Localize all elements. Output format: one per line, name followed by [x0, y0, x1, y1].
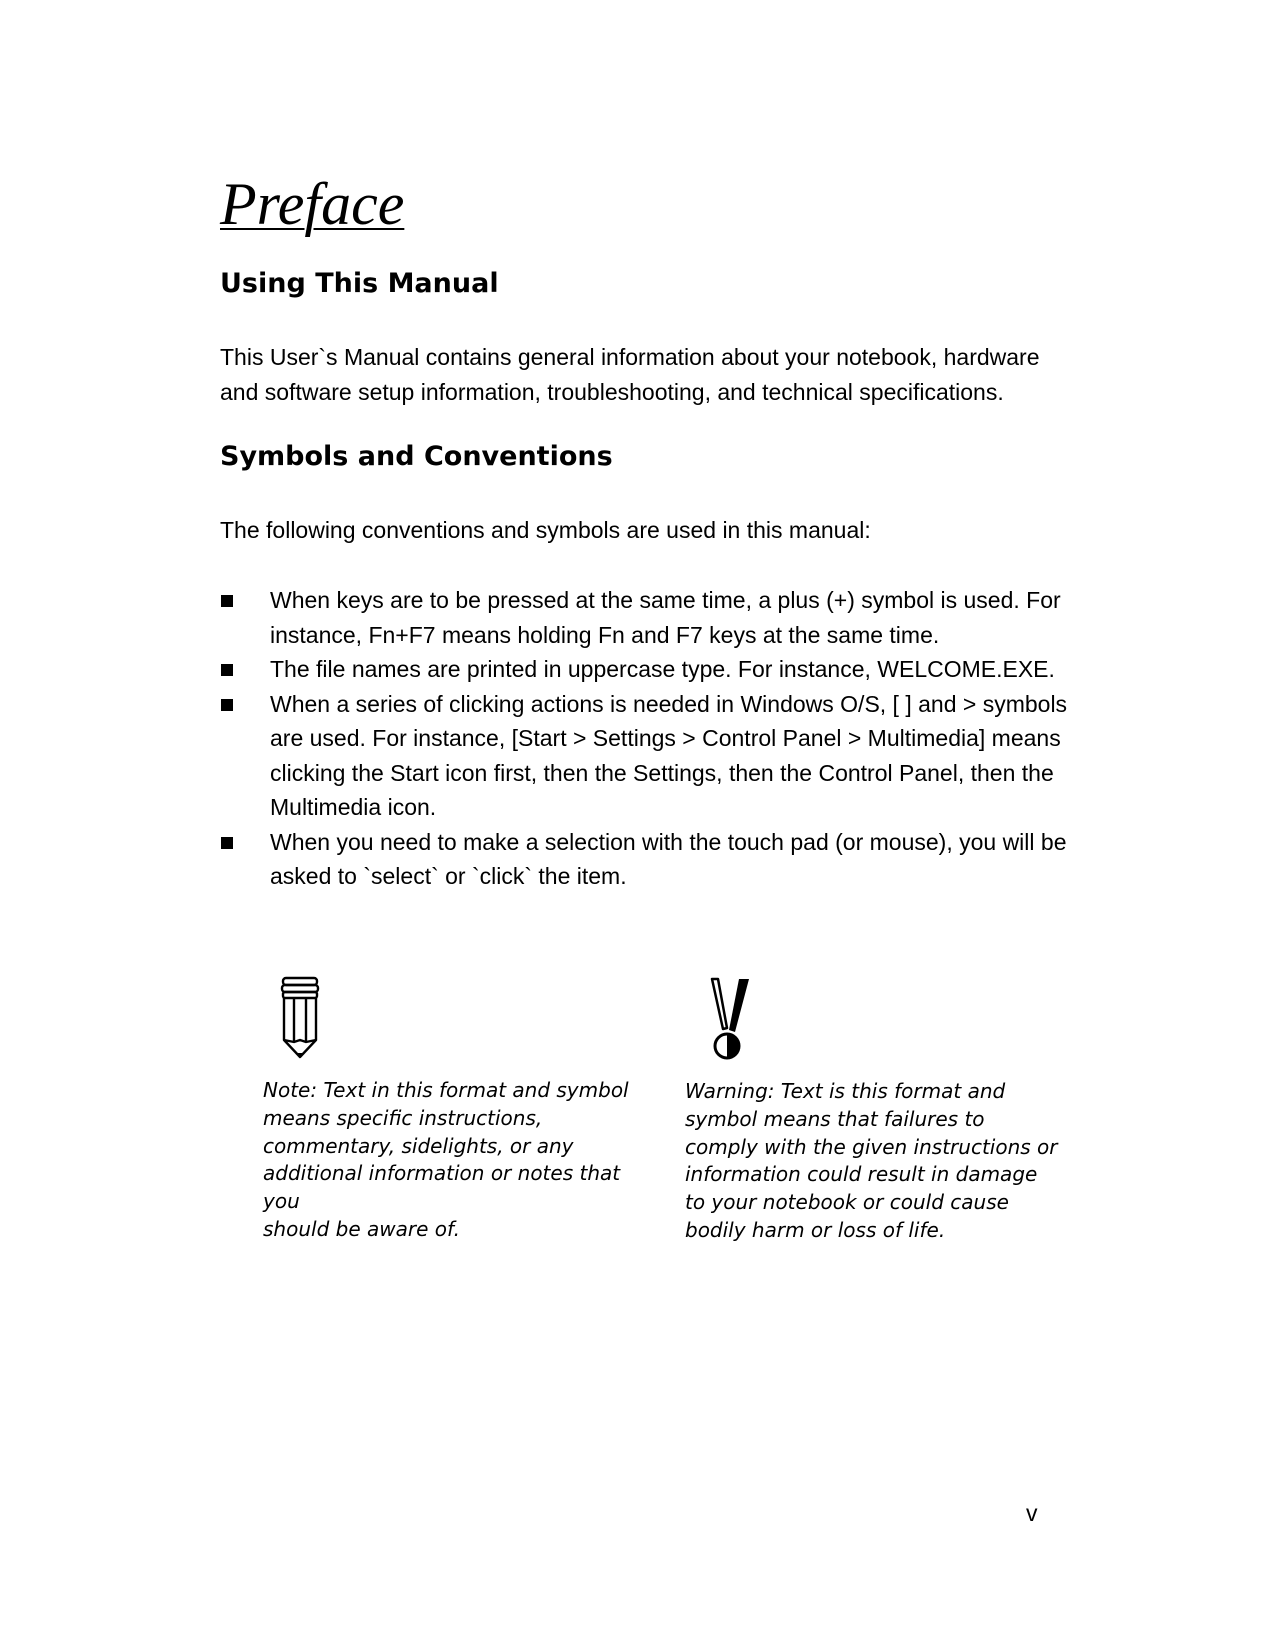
square-bullet-icon: [221, 664, 233, 676]
list-item-text: When a series of clicking actions is needed in Windows O/S, [ ] and > symbols are used. For instance, [Start > Settings > Control Panel > Multimedia] means clicking the Start icon first, then the Settings, then the Control Panel, then the Multimedia icon.: [270, 690, 1068, 820]
list-item-text: When keys are to be pressed at the same time, a plus (+) symbol is used. For instance, Fn+F7 means holding Fn and F7 keys at the same time.: [270, 587, 1061, 648]
list-item: [220, 583, 1080, 652]
section-heading-symbols-conventions: Symbols and Conventions: [220, 441, 613, 472]
note-callout-text: Note: Text in this format and symbol means specific instructions, commentary, sidelights, or any additional information or notes that you should be aware of.: [263, 1078, 629, 1241]
warning-callout-text: Warning: Text is this format and symbol means that failures to comply with the given instructions or information could result in damage to your notebook or could cause bodily harm or loss of life.: [685, 1079, 1058, 1242]
square-bullet-icon: [221, 595, 233, 607]
list-item-text: The file names are printed in uppercase type. For instance, WELCOME.EXE.: [270, 656, 1055, 682]
section-heading-using-manual: Using This Manual: [220, 268, 499, 299]
list-item: [220, 825, 1080, 894]
list-item-text: When you need to make a selection with the touch pad (or mouse), you will be asked to `select` or `click` the item.: [270, 828, 1067, 889]
conventions-list: [220, 583, 1080, 894]
exclamation-icon: [708, 976, 756, 1060]
pencil-icon: [278, 976, 322, 1060]
square-bullet-icon: [221, 699, 233, 711]
list-item: [220, 687, 1080, 825]
page-number: v: [1026, 1500, 1038, 1526]
conventions-lead-paragraph: The following conventions and symbols are used in this manual:: [220, 517, 871, 543]
list-item: [220, 652, 1080, 687]
intro-paragraph: This User`s Manual contains general information about your notebook, hardware and software setup information, troubleshooting, and technical specifications.: [220, 344, 1040, 405]
page-title: Preface: [220, 171, 405, 237]
square-bullet-icon: [221, 837, 233, 849]
